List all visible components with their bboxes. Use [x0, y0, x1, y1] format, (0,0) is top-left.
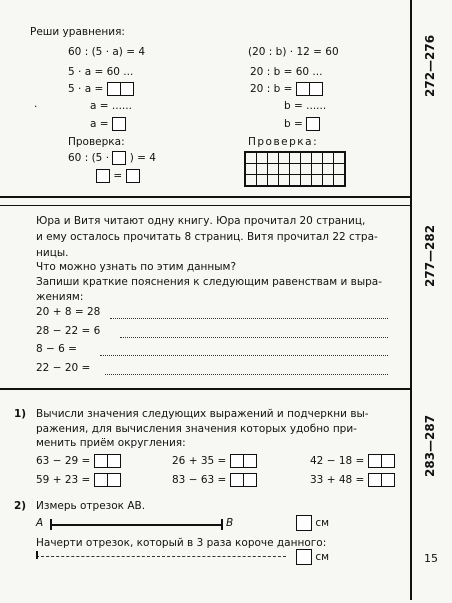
right-step1: 20 : b = 60 ... — [250, 66, 323, 78]
left-step4 — [90, 117, 126, 131]
segment-label-b: B — [226, 517, 234, 529]
problem-line-3: ницы. — [36, 247, 69, 259]
right-step2 — [250, 82, 323, 96]
frame-divider-vertical — [410, 0, 412, 600]
expr-63-29: 63 − 29 = — [36, 455, 91, 467]
expression-2: 28 − 22 = 6 — [36, 325, 101, 337]
frame-divider-3 — [0, 388, 412, 390]
expr-row1-col2 — [172, 454, 257, 468]
left-step1: 5 · a = 60 ... — [68, 66, 134, 78]
section1-title: Реши уравнения: — [30, 26, 125, 38]
right-check-grid[interactable] — [244, 151, 346, 187]
expr-59-23: 59 + 23 = — [36, 474, 91, 486]
left-check-eq — [96, 169, 140, 183]
task2-draw: Начерти отрезок, который в 3 раза короче данного: — [36, 537, 327, 549]
section2-range: 277—282 — [423, 224, 437, 287]
problem-question: Что можно узнать по этим данным? — [36, 261, 237, 273]
expr-42-18-boxes[interactable] — [368, 454, 395, 468]
answer-line-3[interactable] — [100, 355, 388, 356]
draw-answer-box[interactable] — [296, 549, 312, 565]
left-step2 — [68, 82, 134, 96]
expression-1: 20 + 8 = 28 — [36, 306, 101, 318]
answer-line-2[interactable] — [120, 337, 388, 338]
expr-row2-col1 — [36, 473, 121, 487]
right-step4-text: b = — [284, 118, 303, 130]
expr-row2-col3 — [310, 473, 395, 487]
section3-range: 283—287 — [423, 414, 437, 477]
draw-dashed-start-tick — [36, 551, 38, 559]
measure-answer-box[interactable] — [296, 515, 312, 531]
segment-ab — [50, 524, 222, 526]
left-check-a: 60 : (5 · — [68, 152, 110, 164]
right-step4 — [284, 117, 320, 131]
left-check-box[interactable] — [112, 151, 126, 165]
right-step3: b = ...... — [284, 100, 327, 112]
expr-63-29-boxes[interactable] — [94, 454, 121, 468]
task2-measure: Измерь отрезок AB. — [36, 500, 146, 512]
draw-answer — [296, 549, 329, 565]
left-check-title: Проверка: — [68, 136, 125, 148]
task1-line-1: Вычисли значения следующих выражений и подчеркни вы- — [36, 408, 369, 420]
right-equation: (20 : b) · 12 = 60 — [248, 46, 339, 58]
problem-line-2: и ему осталось прочитать 8 страниц. Витя прочитал 22 стра- — [36, 231, 378, 243]
problem-line-1: Юра и Витя читают одну книгу. Юра прочитал 20 страниц, — [36, 215, 366, 227]
left-step2-text: 5 · a = — [68, 83, 104, 95]
task-line-2: жениям: — [36, 291, 84, 303]
left-check-eq-sign: = — [113, 170, 123, 182]
task-line-1: Запиши краткие пояснения к следующим равенствам и выра- — [36, 276, 383, 288]
expr-row1-col1 — [36, 454, 121, 468]
segment-label-a: A — [36, 517, 44, 529]
task2-number: 2) — [14, 500, 27, 512]
frame-divider-2a — [0, 205, 412, 206]
expr-83-63-boxes[interactable] — [230, 473, 257, 487]
frame-divider-1 — [0, 196, 412, 198]
expr-59-23-boxes[interactable] — [94, 473, 121, 487]
expr-42-18: 42 − 18 = — [310, 455, 365, 467]
measure-unit: см — [315, 517, 330, 529]
stray-dot: . — [34, 98, 38, 110]
expression-3: 8 − 6 = — [36, 343, 77, 355]
left-step3: a = ...... — [90, 100, 132, 112]
segment-tick-a — [50, 519, 52, 530]
right-answer-box[interactable] — [306, 117, 320, 131]
task1-line-2: ражения, для вычисления значения которых удобно при- — [36, 423, 357, 435]
left-step4-text: a = — [90, 118, 109, 130]
expr-33-48-boxes[interactable] — [368, 473, 395, 487]
task1-number: 1) — [14, 408, 27, 420]
expression-4: 22 − 20 = — [36, 362, 91, 374]
left-answer-box[interactable] — [112, 117, 126, 131]
measure-answer — [296, 515, 329, 531]
draw-dashed-line[interactable] — [36, 556, 286, 557]
page-number: 15 — [424, 552, 438, 565]
section1-range: 272—276 — [423, 34, 437, 97]
left-check-eq-box1[interactable] — [96, 169, 110, 183]
expr-26-35-boxes[interactable] — [230, 454, 257, 468]
left-step2-answer-boxes[interactable] — [107, 82, 134, 96]
right-check-title: Проверка: — [248, 136, 319, 148]
segment-tick-b — [221, 519, 223, 530]
answer-line-4[interactable] — [105, 374, 388, 375]
expr-83-63: 83 − 63 = — [172, 474, 227, 486]
left-equation: 60 : (5 · a) = 4 — [68, 46, 146, 58]
answer-line-1[interactable] — [110, 318, 388, 319]
left-check-eq-box2[interactable] — [126, 169, 140, 183]
right-step2-answer-boxes[interactable] — [296, 82, 323, 96]
expr-33-48: 33 + 48 = — [310, 474, 365, 486]
draw-unit: см — [315, 551, 330, 563]
expr-row1-col3 — [310, 454, 395, 468]
expr-row2-col2 — [172, 473, 257, 487]
task1-line-3: менить приём округления: — [36, 437, 186, 449]
left-check-line — [68, 151, 156, 165]
expr-26-35: 26 + 35 = — [172, 455, 227, 467]
right-step2-text: 20 : b = — [250, 83, 293, 95]
left-check-b: ) = 4 — [129, 152, 156, 164]
